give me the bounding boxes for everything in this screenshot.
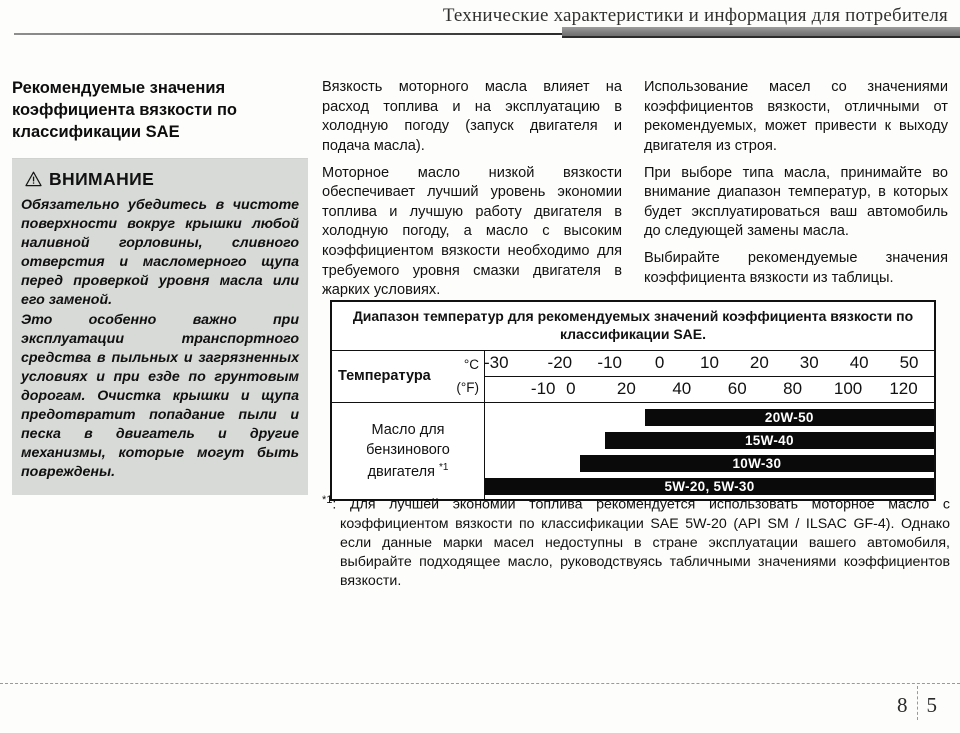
warning-body: [21, 196, 299, 482]
temperature-label: Температура: [338, 368, 431, 385]
celsius-tick: -20: [547, 353, 573, 373]
unit-fahrenheit: (°F): [456, 380, 479, 396]
footnote-colon: :: [332, 496, 337, 513]
right-column: [644, 78, 948, 288]
temperature-scale-row: [332, 351, 934, 403]
table-title: Диапазон температур для рекомендуемых значений коэффициента вязкости по классификации SAE.: [332, 302, 934, 351]
header-rule-right: [562, 27, 960, 36]
celsius-tick: 30: [799, 353, 819, 373]
unit-celsius: °C: [463, 356, 479, 372]
fahrenheit-tick-row: [485, 377, 934, 402]
fahrenheit-tick: 20: [616, 379, 636, 399]
oil-row: [332, 403, 934, 499]
fahrenheit-tick: 60: [727, 379, 747, 399]
temperature-range-table: [330, 300, 936, 501]
section-heading: Рекомендуемые значения коэффициента вязкости по классификации SAE: [12, 79, 237, 141]
footnote: [322, 493, 950, 592]
body-paragraph: Вязкость моторного масла влияет на расход топлива и на эксплуатацию в холодную погоду (запуск двигателя и подача масла).: [322, 79, 622, 154]
warning-triangle-icon: [25, 171, 42, 187]
fahrenheit-tick: 120: [889, 379, 918, 399]
page-number: [888, 690, 946, 720]
footer-divider: [0, 683, 960, 684]
temperature-units: [439, 358, 484, 395]
celsius-tick: 20: [749, 353, 769, 373]
header-title: Технические характеристики и информация для потребителя: [442, 5, 948, 26]
footnote-text: Для лучшей экономии топлива рекомендуется использовать моторное масло с коэффициентом вязкости по классификации SAE 5W-20 (API SM / ILSAC GF-4). Однако если данные марки масел недоступны в стране эксплуатации вашего автомобиля, выбирайте подходящее масло, руководствуясь табличными значениями коэффициентов вязкости.: [340, 496, 950, 590]
fahrenheit-tick: 40: [672, 379, 692, 399]
footnote-mark: *1: [322, 494, 333, 506]
viscosity-bar: 20W-50: [645, 409, 934, 426]
warning-paragraph: Обязательно убедитесь в чистоте поверхности вокруг крышки любой наливной горловины, сливного отверстия и масломерного щупа перед проверкой уровня масла или его заменой.: [21, 196, 299, 308]
oil-label-cell: [332, 403, 485, 499]
oil-label-footnote-mark: *1: [438, 461, 449, 473]
celsius-tick: -30: [484, 353, 509, 373]
page-number-right: 5: [926, 692, 937, 717]
warning-box: [12, 158, 308, 495]
celsius-tick: 50: [899, 353, 919, 373]
page-header: [0, 0, 960, 40]
temperature-label-cell: [332, 351, 485, 402]
warning-title: ВНИМАНИЕ: [49, 168, 155, 189]
body-paragraph: Выбирайте рекомендуемые значения коэффициента вязкости из таблицы.: [644, 250, 948, 286]
header-rule-left: [14, 33, 562, 35]
celsius-tick: 0: [654, 353, 665, 373]
page-number-left: 8: [897, 692, 908, 717]
viscosity-bar: 15W-40: [605, 432, 934, 449]
body-paragraph: Моторное масло низкой вязкости обеспечивает лучший уровень экономии топлива и лучшую работу двигателя в холодную погоду, а масло с высоким коэффициентом вязкости необходимо для требуемого уровня смазки двигателя в жарких условиях.: [322, 164, 622, 299]
middle-column: [322, 78, 622, 301]
fahrenheit-tick: 80: [783, 379, 803, 399]
scale-area: [485, 351, 934, 402]
warning-paragraph: Это особенно важно при эксплуатации транспортного средства в пыльных и загрязненных условиях и при езде по грунтовым дорогам. Очистка крышки и щупа предотвратит попадание пыли и песка в двигатель и другие механизмы, которые могут быть повреждены.: [21, 312, 299, 481]
celsius-tick-row: [485, 351, 934, 377]
warning-header: [25, 169, 299, 190]
left-column: [12, 78, 308, 495]
viscosity-bar: 5W-20, 5W-30: [485, 478, 934, 495]
celsius-tick: 10: [700, 353, 719, 373]
fahrenheit-tick: 0: [566, 379, 576, 399]
celsius-tick: -10: [597, 353, 623, 373]
viscosity-bar: 10W-30: [580, 455, 934, 472]
oil-label: Масло для бензинового двигателя: [366, 421, 450, 480]
body-paragraph: При выборе типа масла, принимайте во внимание диапазон температур, в которых будет эксплуатироваться ваш автомобиль до следующей замены масла.: [644, 164, 948, 240]
viscosity-bars-area: [485, 403, 934, 499]
fahrenheit-tick: 100: [833, 379, 863, 399]
fahrenheit-tick: -10: [530, 379, 556, 399]
body-paragraph: Использование масел со значениями коэффициентов вязкости, отличными от рекомендуемых, может привести к выходу двигателя из строя.: [644, 79, 948, 154]
celsius-tick: 40: [849, 353, 869, 373]
